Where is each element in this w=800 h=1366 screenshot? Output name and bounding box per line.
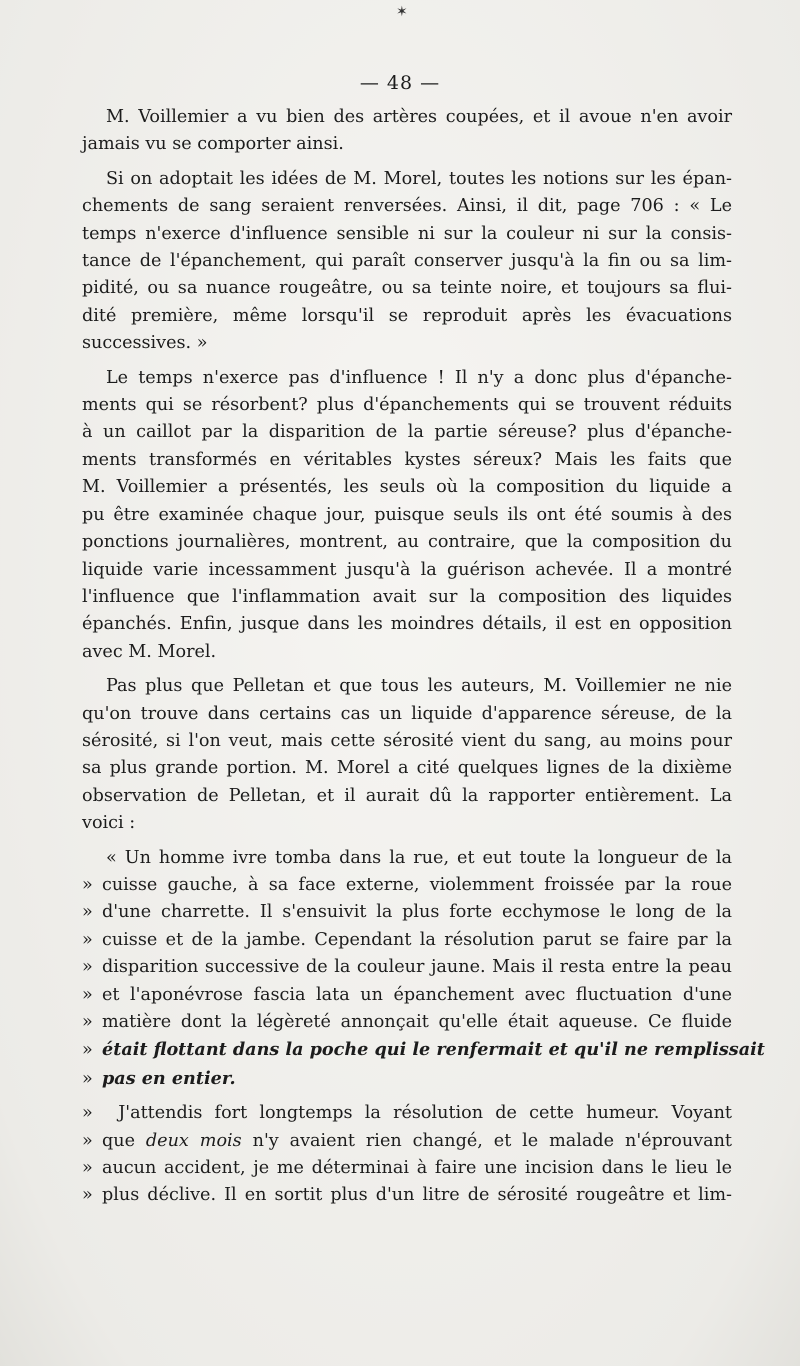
text-line: M. Voillemier a vu bien des artères coupées, et il avoue n'en avoir [106, 107, 732, 127]
quote-line [82, 1128, 732, 1155]
quote-line [82, 1182, 732, 1209]
text-line: tance de l'épanchement, qui paraît conserver jusqu'à la fin ou sa lim- [82, 251, 732, 272]
text-line: à un caillot par la disparition de la partie séreuse? plus d'épanche- [82, 422, 732, 443]
text-line: sérosité, si l'on veut, mais cette sérosité vient du sang, au moins pour [82, 730, 732, 751]
paragraph-2 [82, 166, 732, 358]
text-line: M. Voillemier a présentés, les seuls où la composition du liquide a [82, 477, 732, 498]
text-line: cuisse gauche, à sa face externe, violemment froissée par la roue [102, 874, 732, 895]
quote-mark: » [82, 984, 93, 1005]
text-line: n'y avaient rien changé, et le malade n'éprouvant [241, 1130, 733, 1151]
quote-mark: » [82, 1040, 93, 1061]
text-line: Pas plus que Pelletan et que tous les auteurs, M. Voillemier ne nie [106, 676, 732, 697]
text-line: épanchés. Enfin, jusque dans les moindres détails, il est en opposition [82, 614, 732, 635]
text-line: plus déclive. Il en sortit plus d'un litre de sérosité rougeâtre et lim- [102, 1185, 732, 1206]
paragraph-4 [82, 673, 732, 837]
quote-mark: » [82, 1158, 93, 1179]
text-line: disparition successive de la couleur jaune. Mais il resta entre la peau [102, 957, 732, 978]
text-line: cuisse et de la jambe. Cependant la résolution parut se faire par la [102, 929, 732, 950]
quote-mark: » [82, 929, 93, 950]
quote-mark: » [82, 1130, 93, 1151]
quote-line [82, 927, 732, 954]
text-line: liquide varie incessamment jusqu'à la guérison achevée. Il a montré [82, 559, 732, 580]
quote-line [82, 1155, 732, 1182]
quote-line [82, 1065, 732, 1093]
quote-mark: » [82, 874, 93, 895]
quote-line [82, 1036, 765, 1064]
quote-line [82, 982, 732, 1009]
quote-mark: » [82, 1103, 93, 1124]
quote-line [82, 954, 732, 981]
text-line: jamais vu se comporter ainsi. [82, 134, 344, 155]
text-line: sa plus grande portion. M. Morel a cité quelques lignes de la dixième [82, 758, 732, 779]
text-line: avec M. Morel. [82, 641, 217, 662]
text-line: chements de sang seraient renversées. Ainsi, il dit, page 706 : « Le [82, 196, 732, 217]
quote-mark: » [82, 957, 93, 978]
text-line: d'une charrette. Il s'ensuivit la plus forte ecchymose le long de la [102, 902, 732, 923]
text-line: et l'aponévrose fascia lata un épanchement avec fluctuation d'une [102, 984, 732, 1005]
text-line: pidité, ou sa nuance rougeâtre, ou sa teinte noire, et toujours sa flui- [82, 278, 732, 299]
paragraph-1 [82, 104, 732, 159]
text-line: ponctions journalières, montrent, au contraire, que la composition du [82, 532, 732, 553]
emphasis-text: deux mois [145, 1130, 242, 1151]
quote-mark: » [82, 1012, 93, 1032]
text-line: Si on adoptait les idées de M. Morel, toutes les notions sur les épan- [106, 168, 732, 189]
text-line: observation de Pelletan, et il aurait dû la rapporter entièrement. La [82, 785, 732, 806]
quote-mark: » [82, 902, 93, 923]
emphasis-text: pas en entier. [102, 1067, 236, 1089]
text-line: J'attendis fort longtemps la résolution de cette humeur. Voyant [118, 1103, 732, 1124]
quotation-continued [82, 1100, 732, 1210]
text-line: « Un homme ivre tomba dans la rue, et eut toute la longueur de la [106, 847, 732, 868]
quote-mark: » [82, 1068, 93, 1089]
text-line: aucun accident, je me déterminai à faire une incision dans le lieu le [102, 1158, 732, 1179]
text-line: qu'on trouve dans certains cas un liquide d'apparence séreuse, de la [82, 703, 732, 724]
quote-line [82, 899, 732, 926]
top-mark: ✶ [396, 4, 408, 20]
text-line: successives. » [82, 333, 208, 354]
text-line: matière dont la légèreté annonçait qu'elle était aqueuse. Ce fluide [102, 1012, 732, 1032]
quote-line [82, 872, 732, 899]
text-line: l'influence que l'inflammation avait sur la composition des liquides [82, 586, 732, 607]
text-line: ments transformés en véritables kystes séreux? Mais les faits que [82, 449, 732, 470]
quote-line [82, 1009, 732, 1036]
text-line: voici : [82, 813, 136, 834]
quote-mark: » [82, 1185, 93, 1206]
text-line: temps n'exerce d'influence sensible ni sur la couleur ni sur la consis- [82, 223, 732, 244]
body-text [82, 104, 765, 1217]
emphasis-text: était flottant dans la poche qui le renfermait et qu'il ne remplissait [102, 1039, 765, 1061]
paragraph-3 [82, 365, 732, 666]
quote-line [82, 1100, 732, 1127]
text-line: ments qui se résorbent? plus d'épanchements qui se trouvent réduits [82, 395, 732, 416]
text-line: dité première, même lorsqu'il se reproduit après les évacuations [82, 305, 732, 326]
text-line: pu être examinée chaque jour, puisque seuls ils ont été soumis à des [82, 504, 732, 525]
text-line: que [102, 1130, 146, 1151]
text-line: Le temps n'exerce pas d'influence ! Il n'y a donc plus d'épanche- [106, 367, 732, 388]
page-number: — 48 — [359, 72, 441, 94]
quotation [82, 845, 765, 1094]
